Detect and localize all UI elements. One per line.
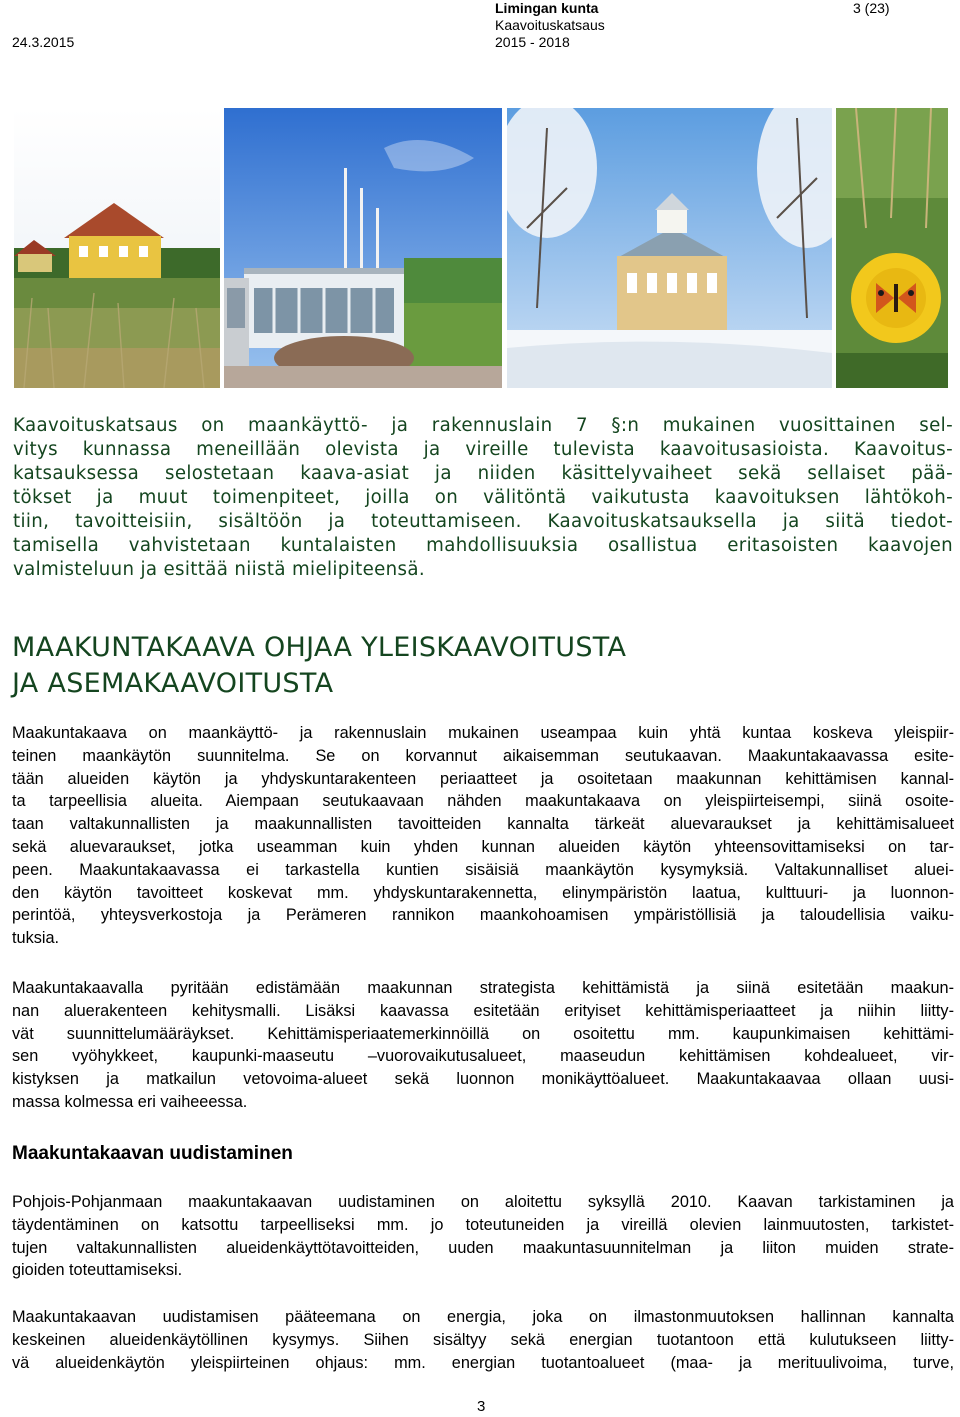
section-heading — [12, 630, 912, 702]
intro-line: tökset ja muut toimenpiteet, joilla on välitöntä vaikutusta kaavoituksen lähtökoh- — [13, 487, 953, 508]
paragraph-line: tujen valtakunnallisten alueidenkäyttötavoitteiden, uuden maakuntasuunnitelman ja liiton muiden strate- — [12, 1238, 954, 1257]
building-flagpoles-photo — [224, 108, 502, 388]
header-document-title: Kaavoituskatsaus — [495, 17, 605, 33]
paragraph-line: peen. Maakuntakaavassa ei tarkastella kuntien sisäisiä maankäytön kysymyksiä. Valtakunnalliset aluei- — [12, 860, 954, 879]
paragraph-line: Maakuntakaavalla pyritään edistämään maakunnan strategista kehittämistä ja siinä esitetään maakun- — [12, 979, 954, 997]
intro-paragraph — [13, 414, 953, 582]
paragraph-line: perintöä, yhteysverkostoja ja Perämeren rannikon maankohoamisen ympäristöllisiä ja taloudellisia vaiku- — [12, 906, 954, 925]
paragraph-line: den käytön tavoitteet koskevat mm. yhdyskuntarakennetta, elinympäristön laatua, kulttuuri- ja luonnon- — [12, 883, 954, 902]
intro-line: katsauksessa selostetaan kaava-asiat ja niiden käsittelyvaiheet sekä sellaiset pää- — [13, 463, 953, 484]
butterfly-flower-photo — [836, 108, 948, 388]
paragraph-line: Maakuntakaava on maankäyttö- ja rakennuslain mukainen useampaa kuin yhtä kuntaa koskeva yleispiir- — [12, 724, 954, 742]
intro-line: vitys kunnassa meneillään olevista ja vireille tulevista kaavoitusasioista. Kaavoitus- — [13, 439, 953, 460]
intro-line: valmisteluun ja esittää niistä mielipiteensä. — [13, 559, 425, 580]
paragraph-line: tään alueiden käytön ja yhdyskuntarakenteen periaatteet ja osoitetaan maakunnan kehittämisen kannal- — [12, 769, 954, 788]
subsection-heading: Maakuntakaavan uudistaminen — [12, 1143, 293, 1164]
paragraph-line: täydentäminen on katsottu tarpeelliseksi mm. jo toteutuneiden ja vireillä olevien lainmuutosten, tarkistet- — [12, 1215, 954, 1234]
intro-line: Kaavoituskatsaus on maankäyttö- ja rakennuslain 7 §:n mukainen vuosittainen sel- — [13, 415, 953, 436]
paragraph-4 — [12, 1306, 954, 1374]
paragraph-line: vät suunnittelumääräykset. Kehittämisperiaatemerkinnöillä on osoitettu mm. kaupunkimaisen kehittämi- — [12, 1024, 954, 1043]
photo-collage — [14, 108, 948, 388]
section-heading-line: JA ASEMAKAAVOITUSTA — [12, 668, 334, 699]
paragraph-line: taan valtakunnallisten ja maakunnallisten tavoitteiden kannalta tärkeät aluevaraukset ja kehittämisalueet — [12, 815, 954, 834]
header-municipality: Limingan kunta — [495, 0, 599, 16]
paragraph-3 — [12, 1191, 954, 1282]
house-meadow-photo — [14, 108, 220, 388]
intro-line: tamisella vahvistetaan kuntalaisten mahdollisuuksia osallistua eritasoisten kaavojen — [13, 535, 953, 556]
header-date: 24.3.2015 — [12, 34, 75, 50]
paragraph-line: vä alueidenkäytön yleispiirteinen ohjaus: mm. energian tuotantoalueet (maa- ja merituulivoima, turve, — [12, 1353, 954, 1372]
paragraph-line: Pohjois-Pohjanmaan maakuntakaavan uudistaminen on aloitettu syksyllä 2010. Kaavan tarkistaminen ja — [12, 1193, 954, 1211]
header-period: 2015 - 2018 — [495, 34, 570, 50]
paragraph-line: nan aluerakenteen kehitysmalli. Lisäksi kaavassa esitetään erityiset kehittämisperiaatteet ja niihin liitty- — [12, 1001, 954, 1020]
paragraph-line: ta tarpeellisia alueita. Aiempaan seutukaavaan nähden maakuntakaava on yleispiirteisempi, siinä osoite- — [12, 792, 954, 811]
paragraph-1 — [12, 722, 954, 950]
paragraph-line: tuksia. — [12, 929, 60, 948]
header-page-count: 3 (23) — [853, 0, 890, 16]
paragraph-line: keskeinen alueidenkäytöllinen kysymys. Siihen sisältyy sekä energian tuotantoon että kulutukseen liitty- — [12, 1330, 954, 1349]
paragraph-line: Maakuntakaavan uudistamisen pääteemana on energia, joka on ilmastonmuutoksen hallinnan kannalta — [12, 1308, 954, 1326]
page-number: 3 — [477, 1398, 486, 1415]
paragraph-line: teinen maankäytön suunnitelma. Se on korvannut aikaisemman seutukaavan. Maakuntakaavassa esite- — [12, 746, 954, 765]
paragraph-line: gioiden toteuttamiseksi. — [12, 1261, 183, 1280]
paragraph-line: sekä aluevaraukset, jotka useamman kuin yhden kunnan alueiden käytön yhteensovittamiseksi on tar- — [12, 837, 954, 856]
winter-manor-photo — [507, 108, 832, 388]
section-heading-line: MAAKUNTAKAAVA OHJAA YLEISKAAVOITUSTA — [12, 632, 627, 663]
paragraph-line: sen vyöhykkeet, kaupunki-maaseutu –vuorovaikutusalueet, maaseudun kehittämisen kohdealueet, vir- — [12, 1047, 954, 1066]
paragraph-2 — [12, 977, 954, 1114]
paragraph-line: massa kolmessa eri vaiheeessa. — [12, 1092, 248, 1111]
intro-line: tiin, tavoitteisiin, sisältöön ja toteuttamiseen. Kaavoituskatsauksella ja siitä tiedot- — [13, 511, 953, 532]
paragraph-line: kistyksen ja matkailun vetovoima-alueet sekä luonnon monikäyttöalueet. Maakuntakaavaa ollaan uusi- — [12, 1070, 954, 1089]
